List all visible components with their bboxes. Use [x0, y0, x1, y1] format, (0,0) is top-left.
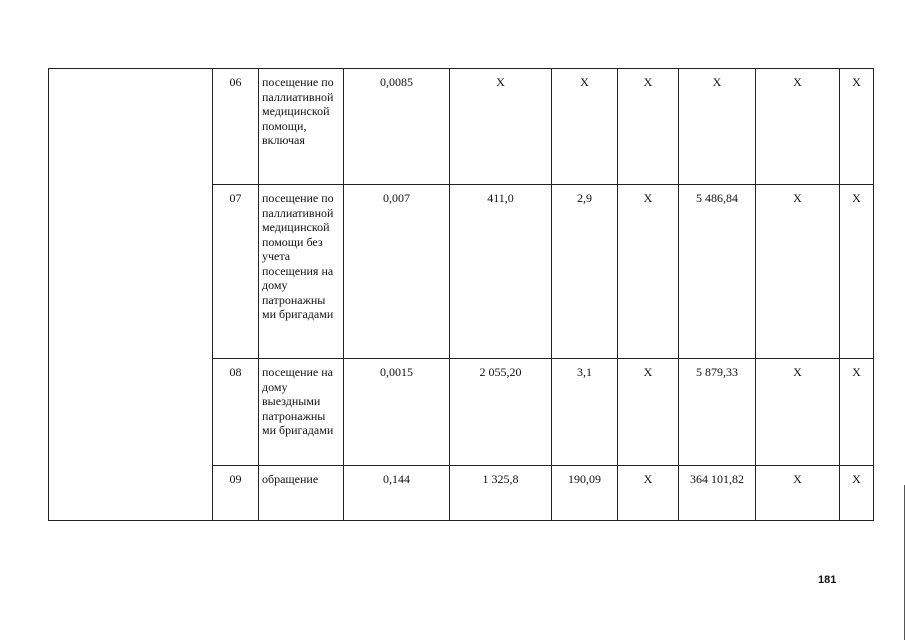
table-cell: X: [618, 359, 679, 466]
table-cell: X: [840, 69, 874, 185]
row-code: 09: [213, 466, 259, 521]
table-cell: X: [840, 185, 874, 359]
table-cell: X: [450, 69, 552, 185]
merged-empty-cell: [49, 69, 213, 521]
row-code: 07: [213, 185, 259, 359]
row-description: посещение по паллиативной медицинской помощи без учета посещения на дому патронажны ми бригадами: [259, 185, 344, 359]
table-cell: 0,0085: [344, 69, 450, 185]
table-cell: 0,144: [344, 466, 450, 521]
table-cell: X: [618, 185, 679, 359]
table-row: [49, 69, 874, 185]
table-cell: X: [840, 359, 874, 466]
table-cell: 1 325,8: [450, 466, 552, 521]
table-cell: X: [756, 185, 840, 359]
table-cell: 190,09: [552, 466, 618, 521]
table-cell: 0,007: [344, 185, 450, 359]
row-code: 06: [213, 69, 259, 185]
page-number: 181: [818, 574, 837, 586]
table-cell: 5 879,33: [679, 359, 756, 466]
table-cell: X: [618, 69, 679, 185]
table-cell: X: [756, 69, 840, 185]
table-cell: 2 055,20: [450, 359, 552, 466]
table-cell: 0,0015: [344, 359, 450, 466]
row-description: посещение на дому выездными патронажны ми бригадами: [259, 359, 344, 466]
table-cell: X: [756, 359, 840, 466]
table-cell: 411,0: [450, 185, 552, 359]
table-cell: 3,1: [552, 359, 618, 466]
row-code: 08: [213, 359, 259, 466]
table-cell: 364 101,82: [679, 466, 756, 521]
data-table: [48, 68, 874, 521]
table-cell: X: [840, 466, 874, 521]
row-description: посещение по паллиативной медицинской помощи, включая: [259, 69, 344, 185]
table-cell: 5 486,84: [679, 185, 756, 359]
table-cell: 2,9: [552, 185, 618, 359]
table-cell: X: [618, 466, 679, 521]
row-description: обращение: [259, 466, 344, 521]
table-cell: X: [679, 69, 756, 185]
table-cell: X: [552, 69, 618, 185]
table-cell: X: [756, 466, 840, 521]
